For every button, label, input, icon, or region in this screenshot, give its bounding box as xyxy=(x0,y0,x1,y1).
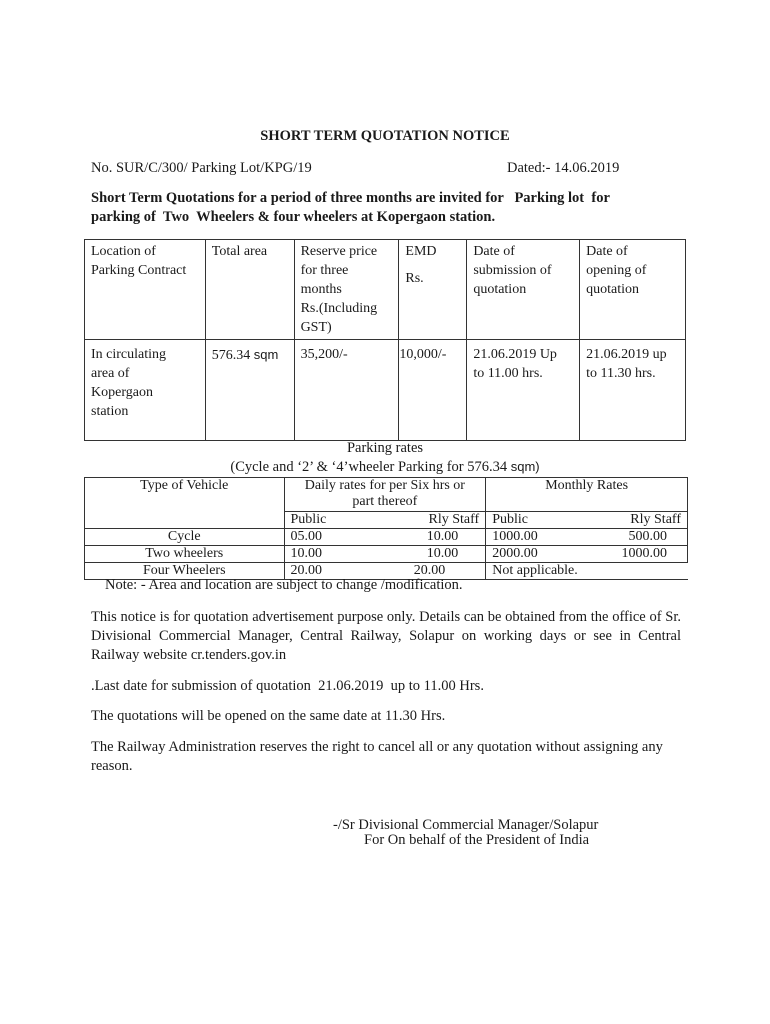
contract-table xyxy=(84,239,686,441)
notice-date: Dated:- 14.06.2019 xyxy=(507,160,620,176)
signature-line-2: For On behalf of the President of India xyxy=(364,832,590,848)
paragraph-last-date: .Last date for submission of quotation 21.06.2019 up to 11.00 Hrs. xyxy=(91,678,484,694)
signature-line-1: -/Sr Divisional Commercial Manager/Solapur xyxy=(333,817,599,833)
daily-public-rate: 05.00 xyxy=(284,528,400,545)
header-monthly-rly: Rly Staff xyxy=(602,511,688,528)
header-daily-public: Public xyxy=(284,511,400,528)
reference-number: No. SUR/C/300/ Parking Lot/KPG/19 xyxy=(91,160,312,176)
vehicle-type: Four Wheelers xyxy=(85,562,285,579)
cell-emd: 10,000/- xyxy=(399,340,467,441)
rates-header-row xyxy=(85,478,688,512)
notice-title: SHORT TERM QUOTATION NOTICE xyxy=(260,128,510,144)
monthly-public-rate: 1000.00 xyxy=(486,528,602,545)
header-daily-rates: Daily rates for per Six hrs or part thereof xyxy=(284,478,486,512)
rates-table xyxy=(84,477,688,580)
daily-rly-rate: 10.00 xyxy=(400,545,486,562)
header-monthly-rates: Monthly Rates xyxy=(486,478,688,512)
rates-caption: Parking rates xyxy=(346,440,424,456)
header-location: Location of Parking Contract xyxy=(85,240,206,340)
contract-data-row xyxy=(85,340,686,441)
header-daily-rly: Rly Staff xyxy=(400,511,486,528)
monthly-rly-rate: 500.00 xyxy=(602,528,688,545)
rates-row xyxy=(85,528,688,545)
cell-opening-date: 21.06.2019 up to 11.30 hrs. xyxy=(580,340,686,441)
header-submission-date: Date of submission of quotation xyxy=(467,240,580,340)
vehicle-type: Cycle xyxy=(85,528,285,545)
header-emd: EMD Rs. xyxy=(399,240,467,340)
paragraph-details: This notice is for quotation advertisement purpose only. Details can be obtained from the office of Sr. Divisional Commercial Manager, Central Railway, Solapur on working days or see in Central Railway website cr.tenders.gov.in xyxy=(91,609,681,663)
contract-header-row xyxy=(85,240,686,340)
rates-note: Note: - Area and location are subject to change /modification. xyxy=(105,577,463,593)
cell-location: In circulating area of Kopergaon station xyxy=(85,340,206,441)
rates-row xyxy=(85,545,688,562)
vehicle-type: Two wheelers xyxy=(85,545,285,562)
header-total-area: Total area xyxy=(205,240,294,340)
intro-text xyxy=(91,189,691,227)
paragraph-rights: The Railway Administration reserves the right to cancel all or any quotation without assigning any reason. xyxy=(91,739,663,774)
header-vehicle-type: Type of Vehicle xyxy=(85,478,285,512)
cell-reserve-price: 35,200/- xyxy=(294,340,399,441)
cell-total-area: 576.34 sqm xyxy=(205,340,294,441)
empty-cell xyxy=(85,511,285,528)
intro-line-2: parking of Two Wheelers & four wheelers at Kopergaon station. xyxy=(91,209,496,225)
rates-subcaption: (Cycle and ‘2’ & ‘4’wheeler Parking for 576.34 sqm) xyxy=(230,459,540,475)
daily-rly-rate: 10.00 xyxy=(400,528,486,545)
rates-subheader-row xyxy=(85,511,688,528)
monthly-public-rate: Not applicable. xyxy=(486,562,688,579)
intro-line-1: Short Term Quotations for a period of three months are invited for Parking lot for xyxy=(91,190,610,206)
paragraph-opening: The quotations will be opened on the same date at 11.30 Hrs. xyxy=(91,708,446,724)
header-reserve-price: Reserve price for three months Rs.(Including GST) xyxy=(294,240,399,340)
daily-public-rate: 20.00 xyxy=(284,562,400,579)
header-monthly-public: Public xyxy=(486,511,602,528)
monthly-public-rate: 2000.00 xyxy=(486,545,602,562)
daily-public-rate: 10.00 xyxy=(284,545,400,562)
cell-submission-date: 21.06.2019 Up to 11.00 hrs. xyxy=(467,340,580,441)
monthly-rly-rate: 1000.00 xyxy=(602,545,688,562)
daily-rly-rate: 20.00 xyxy=(400,562,486,579)
header-opening-date: Date of opening of quotation xyxy=(580,240,686,340)
